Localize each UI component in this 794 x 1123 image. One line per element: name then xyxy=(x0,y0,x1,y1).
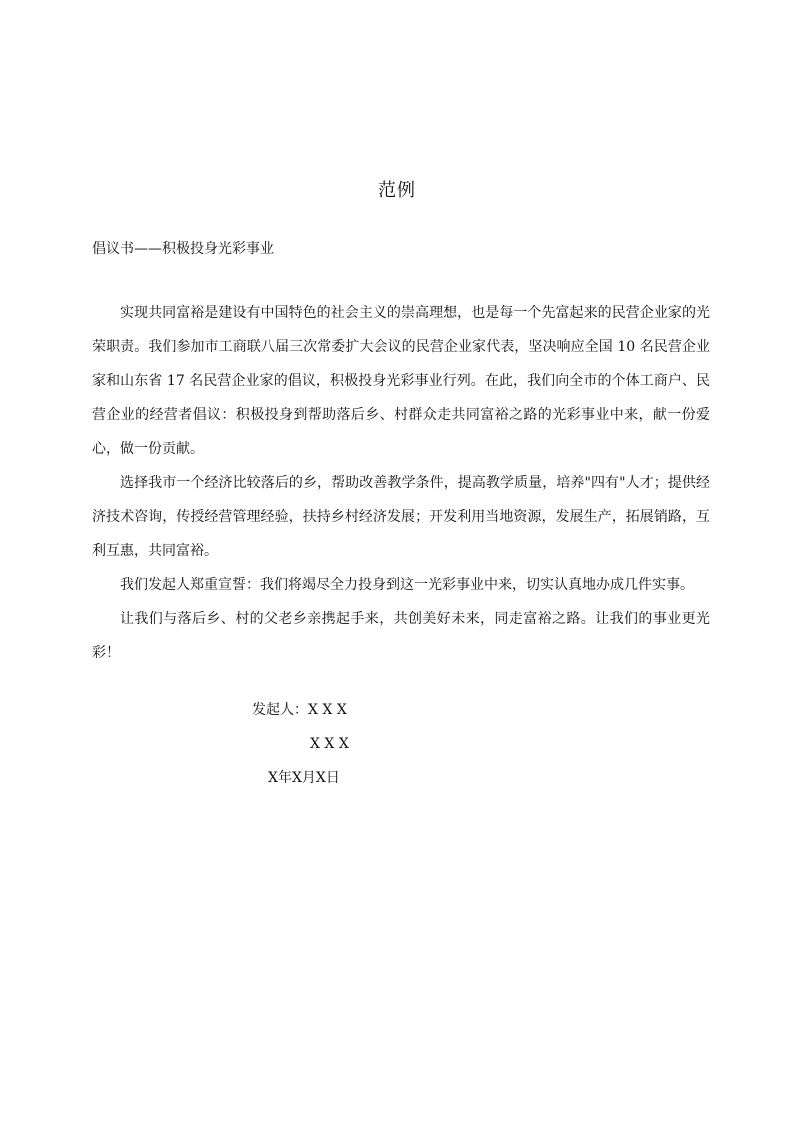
signature-date: X年X月X日 xyxy=(268,770,340,786)
signature-initiator: 发起人：X X X xyxy=(252,702,347,718)
paragraph-2: 选择我市一个经济比较落后的乡，帮助改善教学条件，提高教学质量，培养"四有"人才；提供经济技术咨询，传授经营管理经验，扶持乡村经济发展；开发利用当地资源，发展生产，拓展销路，互利互惠，共同富裕。 xyxy=(92,475,710,559)
paragraph-3: 我们发起人郑重宣誓：我们将竭尽全力投身到这一光彩事业中来，切实认真地办成几件实事。 xyxy=(120,577,694,593)
signature-name: X X X xyxy=(310,736,349,752)
document-title: 范例 xyxy=(378,180,416,201)
paragraph-4: 让我们与落后乡、村的父老乡亲携起手来，共创美好未来，同走富裕之路。让我们的事业更光彩！ xyxy=(92,611,710,661)
document-body xyxy=(92,296,710,670)
document-subtitle: 倡议书——积极投身光彩事业 xyxy=(92,241,274,257)
paragraph-1: 实现共同富裕是建设有中国特色的社会主义的崇高理想，也是每一个先富起来的民营企业家的光荣职责。我们参加市工商联八届三次常委扩大会议的民营企业家代表，坚决响应全国 10 名民营企业家和山东省 17 名民营企业家的倡议，积极投身光彩事业行列。在此，我们向全市的个体工商户、民营企业的经营者倡议：积极投身到帮助落后乡、村群众走共同富裕之路的光彩事业中来，献一份爱心，做一份贡献。 xyxy=(92,305,710,457)
